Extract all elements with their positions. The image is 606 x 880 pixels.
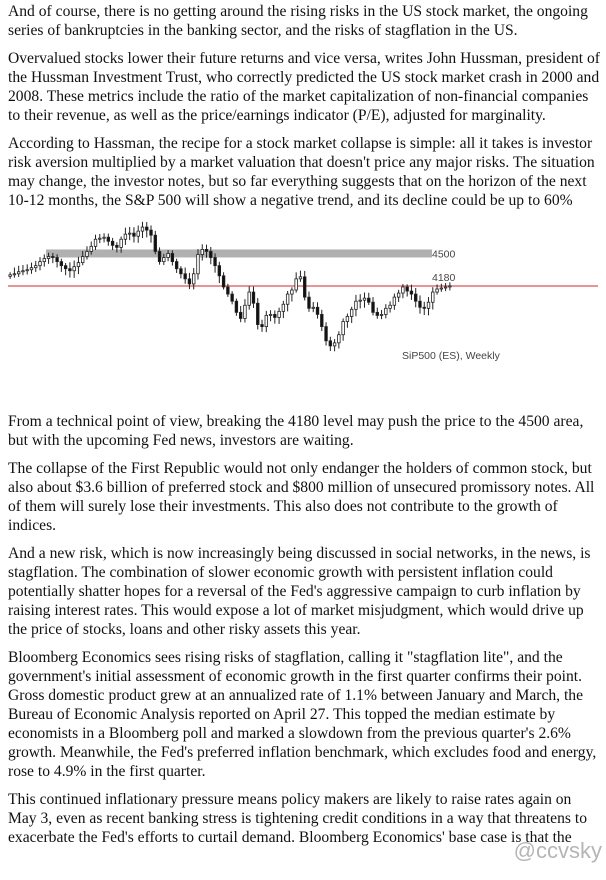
candle-body bbox=[43, 259, 46, 262]
candle-body bbox=[94, 239, 97, 246]
candle bbox=[359, 294, 362, 308]
candle-body bbox=[81, 257, 84, 263]
candle-body bbox=[380, 314, 383, 315]
candle bbox=[274, 310, 277, 323]
level-label-4500: 4500 bbox=[432, 248, 456, 261]
paragraph: From a technical point of view, breaking the 4180 level may push the price to the 4500 area, but with the upcoming Fed news, investors are waiting. bbox=[8, 413, 584, 449]
candle bbox=[107, 234, 110, 246]
candle bbox=[333, 339, 336, 351]
candle bbox=[308, 292, 311, 312]
candle-body bbox=[321, 314, 324, 326]
candle-body bbox=[210, 251, 213, 257]
paragraph: The collapse of the First Republic would not only endanger the holders of common stock, but also about $3.6 billion of preferred stock and $800 million of unsecured promissory notes. All of them will surely lose their investments. This also does not contribute to the growth of indices. bbox=[8, 460, 595, 534]
candle bbox=[419, 295, 422, 313]
candle-body bbox=[423, 307, 426, 308]
candle bbox=[265, 311, 268, 332]
candle bbox=[256, 298, 259, 329]
candle-body bbox=[231, 294, 234, 301]
candle-body bbox=[30, 268, 33, 270]
candle-body bbox=[128, 233, 131, 234]
candle-body bbox=[180, 269, 183, 274]
candle bbox=[367, 293, 370, 305]
candle-body bbox=[175, 262, 178, 269]
candle bbox=[30, 263, 33, 274]
candle bbox=[414, 288, 417, 307]
candle-body bbox=[69, 269, 72, 271]
candle-body bbox=[90, 246, 93, 251]
candle-body bbox=[86, 251, 89, 256]
paragraph: And of course, there is no getting around the rising risks in the US stock market, the ongoing series of bankruptcies in the banking sector, and the risks of stagflation in the US. bbox=[8, 3, 588, 39]
candle-body bbox=[56, 258, 59, 262]
candle bbox=[299, 271, 302, 282]
candle bbox=[338, 331, 341, 348]
candle-body bbox=[427, 302, 430, 308]
candle bbox=[244, 299, 247, 322]
candle bbox=[86, 246, 89, 259]
candle-body bbox=[158, 251, 161, 261]
candle-body bbox=[367, 298, 370, 302]
candle bbox=[137, 226, 140, 243]
candle-body bbox=[449, 286, 452, 287]
candle-body bbox=[419, 301, 422, 307]
candle-body bbox=[17, 272, 20, 274]
candle bbox=[34, 261, 37, 272]
candle-body bbox=[52, 257, 55, 258]
candle-body bbox=[432, 292, 435, 302]
candle bbox=[154, 231, 157, 254]
candle bbox=[99, 234, 102, 243]
paragraph: And a new risk, which is now increasingly being discussed in social networks, in the news, is stagflation. The combination of slower economic growth with persistent inflation could potentially shatter hopes for a reversal of the Fed's aggressive campaign to curb inflation by raising interest rates. This would expose a lot of market misjudgment, which would drive up the price of stocks, loans and other risky assets this year. bbox=[8, 545, 591, 638]
candle bbox=[363, 292, 366, 307]
candle-body bbox=[325, 327, 328, 341]
candle bbox=[141, 222, 144, 238]
candle-body bbox=[201, 249, 204, 254]
candle bbox=[94, 235, 97, 250]
candle bbox=[128, 227, 131, 240]
candle bbox=[248, 286, 251, 309]
candle-body bbox=[312, 307, 315, 308]
candle-body bbox=[282, 304, 285, 311]
candle bbox=[329, 337, 332, 351]
candle-body bbox=[107, 237, 110, 241]
candle bbox=[17, 266, 20, 277]
candle-body bbox=[303, 277, 306, 297]
candle-body bbox=[163, 258, 166, 262]
candle bbox=[385, 304, 388, 318]
candle bbox=[252, 287, 255, 308]
candle bbox=[235, 299, 238, 316]
candle bbox=[432, 287, 435, 309]
candle-body bbox=[235, 301, 238, 312]
candle bbox=[9, 272, 12, 279]
candle bbox=[111, 238, 114, 250]
candle bbox=[124, 228, 127, 245]
candle-body bbox=[444, 287, 447, 288]
paragraph: Overvalued stocks lower their future returns and vice versa, writes John Hussman, president of the Hussman Investment Trust, who correctly predicted the US stock market crash in 2000 and 2008. These metrics include the ratio of the market capitalization of non-financial companies to their revenue, as well as the price/earnings indicator (P/E), adjusted for marginality. bbox=[8, 50, 600, 124]
candle-body bbox=[222, 276, 225, 287]
candle bbox=[440, 284, 443, 292]
candle-body bbox=[141, 227, 144, 231]
candle bbox=[372, 297, 375, 315]
candle-body bbox=[171, 253, 174, 261]
paragraph: This continued inflationary pressure means policy makers are likely to raise rates again on May 3, even as recent banking stress is tightening credit conditions in a way that threatens to exacerbate the Fed's efforts to curtail demand. Bloomberg Economics' base case is that the bbox=[8, 791, 587, 846]
candle-body bbox=[13, 274, 16, 275]
candle-body bbox=[308, 297, 311, 308]
candle bbox=[222, 272, 225, 289]
candle bbox=[321, 310, 324, 331]
candle-body bbox=[111, 241, 114, 245]
candle-body bbox=[167, 253, 170, 257]
candle-body bbox=[389, 305, 392, 308]
candle-body bbox=[359, 300, 362, 301]
candle bbox=[103, 233, 106, 242]
candle-body bbox=[406, 287, 409, 291]
candle-body bbox=[410, 291, 413, 294]
candle-body bbox=[376, 312, 379, 315]
candle-body bbox=[329, 341, 332, 346]
candle-body bbox=[145, 227, 148, 230]
resistance-band-4500 bbox=[46, 249, 432, 257]
candle-body bbox=[239, 312, 242, 318]
candle bbox=[180, 266, 183, 278]
candle bbox=[133, 227, 136, 242]
candle bbox=[410, 285, 413, 300]
candle-body bbox=[120, 239, 123, 247]
candle-body bbox=[256, 303, 259, 324]
candle bbox=[13, 267, 16, 277]
candle bbox=[201, 244, 204, 260]
paragraph: Bloomberg Economics sees rising risks of stagflation, calling it "stagflation lite", and the government's initial assessment of economic growth in the first quarter confirms their point. Gross domestic product grew at an annualized rate of 1.1% between January and March, the Bureau of Economic Analysis reported on April 27. This topped the median estimate by economists in a Bloomberg poll and marked a slowdown from the previous quarter's 2.6% growth. Meanwhile, the Fed's preferred inflation benchmark, which excludes food and energy, rose to 4.9% in the first quarter. bbox=[8, 649, 597, 780]
candle-body bbox=[188, 279, 191, 284]
candle-body bbox=[274, 314, 277, 317]
candle bbox=[312, 302, 315, 312]
article-body bbox=[8, 2, 602, 856]
candle bbox=[261, 320, 264, 332]
watermark: @ccvsky bbox=[513, 838, 602, 863]
candle-body bbox=[99, 238, 102, 239]
level-label-4180: 4180 bbox=[432, 271, 456, 284]
candle bbox=[73, 261, 76, 278]
candle-body bbox=[402, 287, 405, 293]
candle-body bbox=[39, 262, 42, 266]
candle-body bbox=[295, 279, 298, 290]
candle bbox=[26, 264, 29, 274]
candle-body bbox=[316, 307, 319, 314]
candlestick-chart-svg bbox=[0, 219, 606, 409]
candle-body bbox=[299, 277, 302, 279]
candle-body bbox=[269, 314, 272, 315]
candle-body bbox=[103, 237, 106, 238]
candle bbox=[150, 225, 153, 242]
candle-body bbox=[22, 271, 25, 272]
candle bbox=[346, 314, 349, 328]
candle bbox=[444, 283, 447, 291]
candle bbox=[282, 301, 285, 318]
candle bbox=[295, 272, 298, 292]
candle bbox=[397, 290, 400, 302]
candle-body bbox=[252, 292, 255, 303]
candle bbox=[77, 257, 80, 274]
candle bbox=[269, 310, 272, 321]
candle bbox=[60, 259, 63, 272]
candle-body bbox=[372, 302, 375, 312]
candle bbox=[286, 291, 289, 311]
candle-body bbox=[333, 343, 336, 346]
candle bbox=[423, 302, 426, 315]
candle-body bbox=[34, 266, 37, 268]
candle-body bbox=[261, 325, 264, 327]
candle-body bbox=[436, 289, 439, 292]
candle bbox=[218, 262, 221, 283]
candle-body bbox=[137, 231, 140, 236]
candle-body bbox=[150, 230, 153, 235]
candle bbox=[175, 259, 178, 273]
candle-body bbox=[192, 274, 195, 284]
candle-body bbox=[9, 275, 12, 277]
candle-body bbox=[363, 298, 366, 300]
candle bbox=[303, 271, 306, 300]
candle bbox=[350, 307, 353, 323]
candle bbox=[278, 308, 281, 324]
candle-body bbox=[184, 274, 187, 279]
candle-body bbox=[133, 233, 136, 236]
candle-body bbox=[385, 308, 388, 314]
paragraph: According to Hassman, the recipe for a stock market collapse is simple: all it takes is investor risk aversion multiplied by a market valuation that doesn't price any major risks. The situation may change, the investor notes, but so far everything suggests that on the horizon of the next 10-12 months, the S&P 500 will show a negative trend, and its decline could be up to 60% bbox=[8, 135, 595, 209]
chart-title: SiP500 (ES), Weekly bbox=[402, 350, 500, 362]
candle-body bbox=[154, 235, 157, 251]
candle bbox=[355, 295, 358, 316]
candle-body bbox=[227, 287, 230, 294]
candle bbox=[69, 262, 72, 277]
candle bbox=[325, 322, 328, 345]
candle bbox=[376, 308, 379, 319]
candle-body bbox=[248, 292, 251, 305]
candle-body bbox=[342, 322, 345, 335]
candle bbox=[291, 287, 294, 301]
candle bbox=[389, 301, 392, 312]
candle bbox=[393, 294, 396, 310]
candle-body bbox=[346, 316, 349, 321]
candle bbox=[316, 302, 319, 318]
candle bbox=[39, 257, 42, 270]
sp500-weekly-chart bbox=[8, 219, 602, 409]
candle bbox=[43, 254, 46, 266]
candle bbox=[380, 310, 383, 319]
candle-body bbox=[64, 266, 67, 269]
candle-body bbox=[60, 262, 63, 266]
candle bbox=[342, 318, 345, 340]
candle-body bbox=[286, 294, 289, 304]
candle-body bbox=[265, 315, 268, 326]
candle-body bbox=[440, 288, 443, 289]
candle-body bbox=[397, 293, 400, 297]
candle-body bbox=[393, 297, 396, 305]
candle bbox=[145, 222, 148, 237]
candle-body bbox=[338, 335, 341, 343]
candle-body bbox=[205, 249, 208, 251]
candle-body bbox=[197, 254, 200, 273]
candle bbox=[427, 297, 430, 315]
candle-body bbox=[350, 309, 353, 316]
candle-body bbox=[77, 263, 80, 267]
candle bbox=[231, 291, 234, 304]
candle-body bbox=[244, 305, 247, 318]
candle bbox=[22, 265, 25, 275]
candle-body bbox=[291, 290, 294, 294]
candle bbox=[239, 306, 242, 322]
candle-body bbox=[218, 266, 221, 276]
candle bbox=[64, 263, 67, 275]
candle-body bbox=[124, 234, 127, 239]
candle-body bbox=[355, 301, 358, 309]
candle-body bbox=[214, 258, 217, 266]
candle-body bbox=[26, 270, 29, 271]
candle-body bbox=[414, 294, 417, 301]
candle-body bbox=[278, 311, 281, 317]
candle bbox=[184, 267, 187, 283]
candle-body bbox=[116, 245, 119, 247]
candle-body bbox=[47, 257, 50, 259]
candle-body bbox=[73, 267, 76, 271]
